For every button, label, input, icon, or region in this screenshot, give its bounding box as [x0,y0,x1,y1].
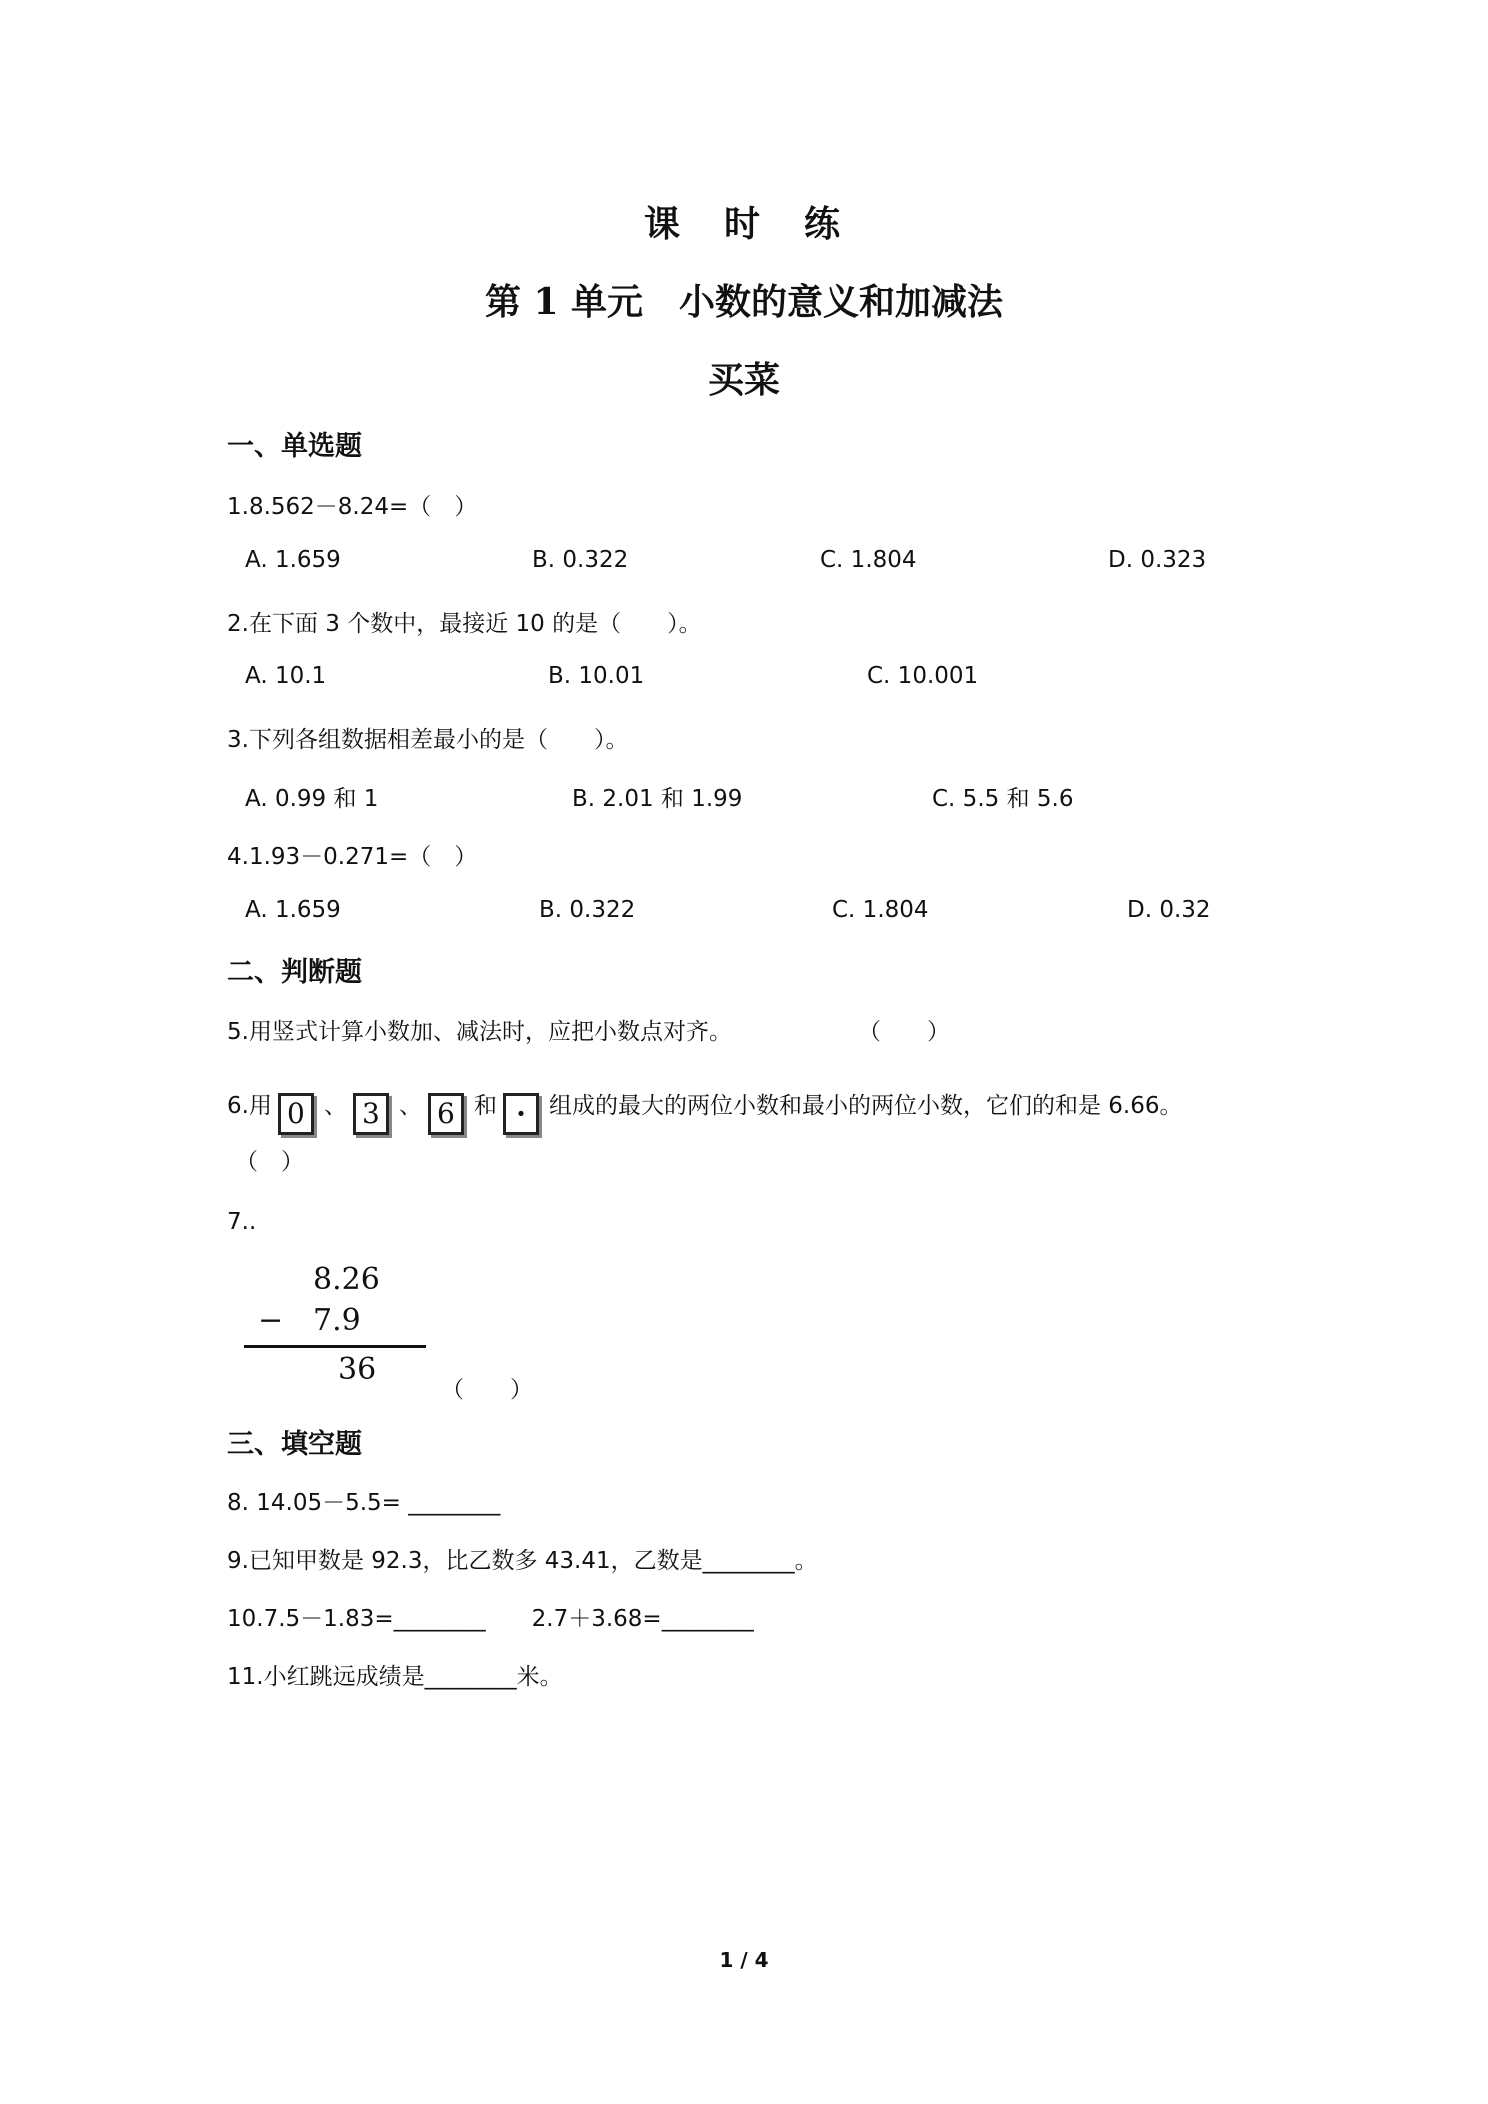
q4-option-b: B. 0.322 [539,897,636,923]
q6-answer-parens: （ ） [235,1149,304,1175]
calc-minuend: 8.26 [313,1262,380,1297]
q1-option-c: C. 1.804 [820,547,917,573]
section-single-choice: 一、单选题 [227,431,362,462]
q4-option-a: A. 1.659 [245,897,341,923]
q2-option-c: C. 10.001 [867,663,979,689]
q7-answer-parens: （ ） [441,1377,533,1403]
section-true-false: 二、判断题 [227,957,362,988]
q4-option-d: D. 0.32 [1127,897,1211,923]
calc-subtrahend: 7.9 [313,1303,361,1338]
question-10: 10.7.5－1.83=________ 2.7＋3.68=________ [227,1606,754,1632]
q3-option-b: B. 2.01 和 1.99 [572,786,743,812]
q3-option-c: C. 5.5 和 5.6 [932,786,1074,812]
q6-suffix: 组成的最大的两位小数和最小的两位小数，它们的和是 6.66。 [548,1093,1183,1119]
digit-card-0: 0 [278,1093,314,1135]
q2-option-b: B. 10.01 [548,663,645,689]
question-4: 4.1.93－0.271=（ ） [227,844,478,870]
worksheet-title: 课 时 练 [643,203,844,245]
q6-separator-1: 、 [323,1093,347,1119]
digit-card-6: 6 [428,1093,464,1135]
section-fill-blank: 三、填空题 [227,1429,362,1460]
decimal-point-card: · [503,1093,539,1135]
q1-option-d: D. 0.323 [1108,547,1207,573]
calc-rule-line [244,1345,426,1348]
q6-prefix: 6.用 [227,1093,272,1119]
unit-title: 第 1 单元 小数的意义和加减法 [484,281,1004,323]
question-2: 2.在下面 3 个数中，最接近 10 的是（ ）。 [227,611,702,637]
q1-option-a: A. 1.659 [245,547,341,573]
question-6 [227,1087,1182,1135]
digit-card-3: 3 [353,1093,389,1135]
question-9: 9.已知甲数是 92.3，比乙数多 43.41，乙数是________。 [227,1548,818,1574]
q3-option-a: A. 0.99 和 1 [245,786,379,812]
question-11: 11.小红跳远成绩是________米。 [227,1664,563,1690]
q6-separator-2: 、 [398,1093,422,1119]
question-7-label: 7.. [227,1209,257,1235]
q6-and: 和 [473,1093,497,1119]
calc-minus-sign: − [258,1303,284,1338]
question-8: 8. 14.05－5.5= ________ [227,1490,501,1516]
question-5: 5.用竖式计算小数加、减法时，应把小数点对齐。 [227,1019,732,1045]
question-3: 3.下列各组数据相差最小的是（ ）。 [227,727,629,753]
lesson-title: 买菜 [707,359,780,401]
q2-option-a: A. 10.1 [245,663,327,689]
calc-result: 36 [338,1352,377,1387]
page-number: 1 / 4 [719,1948,769,1972]
q4-option-c: C. 1.804 [832,897,929,923]
q1-option-b: B. 0.322 [532,547,629,573]
q5-answer-parens: （ ） [858,1019,950,1045]
question-1: 1.8.562－8.24=（ ） [227,494,478,520]
